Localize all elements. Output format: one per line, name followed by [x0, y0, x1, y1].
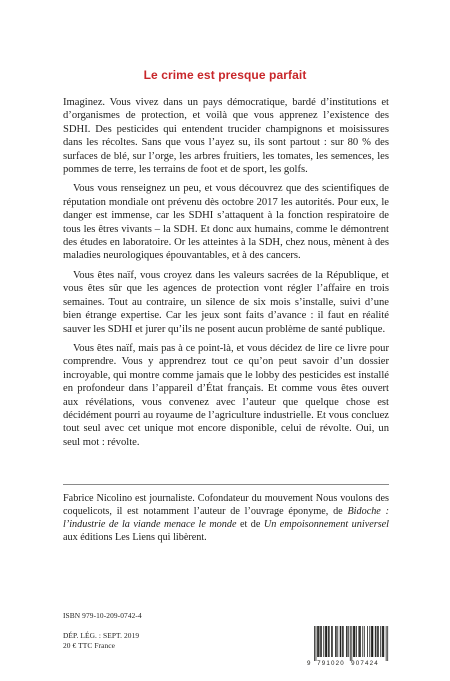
- publication-info: [63, 611, 233, 651]
- author-bio: [63, 492, 389, 544]
- barcode-bar: [335, 626, 336, 657]
- barcode: [306, 626, 390, 666]
- barcode-bar: [372, 626, 373, 657]
- barcode-bar: [340, 626, 341, 657]
- barcode-bar: [354, 626, 355, 657]
- barcode-bar: [318, 626, 319, 657]
- barcode-bar: [342, 626, 343, 657]
- barcode-bar: [382, 626, 383, 657]
- legal-deposit-text: DÉP. LÉG. : SEPT. 2019: [63, 631, 140, 640]
- bio-text-2: et de: [236, 519, 264, 530]
- barcode-bar: [364, 626, 365, 657]
- barcode-digit-lead: 9: [307, 660, 311, 666]
- barcode-bar: [343, 626, 344, 657]
- price-text: 20 € TTC France: [63, 641, 116, 650]
- isbn-text: ISBN 979-10-209-0742-4: [63, 611, 142, 620]
- barcode-bar: [359, 626, 360, 657]
- barcode-bar: [383, 626, 384, 657]
- barcode-bar: [317, 626, 318, 657]
- blurb-paragraph-1: Imaginez. Vous vivez dans un pays démocratique, bardé d’institutions et d’organismes de protection, et voilà que vous apprenez l’existence des SDHI. Des pesticides qui entendent trucider champignons et moisissures dans les récoltes. Sans que vous l’ayez su, ils sont partout : sur 80 % des surfaces de blé, sur l’orge, les arbres fruitiers, les tomates, les semences, les pommes de terre, les terrains de foot et de sport, les golfs.: [63, 97, 389, 176]
- separator-rule: [63, 484, 389, 485]
- barcode-bar: [367, 626, 368, 657]
- barcode-bar: [369, 626, 370, 657]
- barcode-bar: [377, 626, 378, 657]
- barcode-bar: [375, 626, 376, 657]
- bio-text-1: Fabrice Nicolino est journaliste. Cofondateur du mouvement Nous voulons des coquelicots, il est notamment l’auteur de l’ouvrage éponyme, de: [63, 493, 389, 517]
- barcode-bar: [380, 626, 381, 657]
- barcode-digits-left: 791020: [317, 660, 345, 666]
- barcode-bar: [362, 626, 363, 657]
- barcode-bar: [358, 626, 359, 657]
- barcode-bar: [351, 626, 352, 661]
- blurb-paragraph-4: Vous êtes naïf, mais pas à ce point-là, et vous décidez de lire ce livre pour comprendre. Vous y apprendrez tout ce qu’on peut savoir d’un dossier incroyable, qui montre comme jamais que le lobby des pesticides est installé en profondeur dans l’appareil d’État français. Et comme vous êtes ouvert aux révélations, vous convenez avec l’auteur que quelque chose est décidément pourri au royaume de l’agriculture industrielle. Et vous concluez tout seul avec cet unique mot encore disponible, celui de révolte. Oui, un seul mot : révolte.: [63, 342, 389, 448]
- blurb-text: [63, 96, 389, 455]
- back-cover-title: Le crime est presque parfait: [143, 68, 307, 82]
- barcode-bar: [360, 626, 361, 657]
- blurb-paragraph-3: Vous êtes naïf, vous croyez dans les valeurs sacrées de la République, et vous êtes sûr que les agences de protection vont régler l’affaire en trois semaines. Tout au contraire, un silence de six mois s’installe, suivi d’une bien étrange expertise. Car les jeux sont faits d’avance : il faut en réalité sauver les SDHI et jurer qu’ils ne posent aucun problème de santé publique.: [63, 269, 389, 335]
- barcode-bar: [347, 626, 348, 657]
- barcode-bar: [371, 626, 372, 657]
- barcode-bar: [319, 626, 320, 657]
- barcode-bar: [383, 626, 384, 657]
- barcode-bar: [356, 626, 357, 657]
- barcode-digits-right: 907424: [351, 660, 379, 666]
- barcode-bar: [348, 626, 349, 657]
- barcode-bar: [373, 626, 374, 657]
- barcode-bar: [378, 626, 379, 657]
- barcode-bar: [323, 626, 324, 657]
- barcode-bars: [314, 626, 388, 661]
- bio-text-3: aux éditions Les Liens qui libèrent.: [63, 532, 207, 543]
- barcode-bar: [336, 626, 337, 657]
- barcode-bar: [326, 626, 327, 657]
- barcode-bar: [325, 626, 326, 657]
- barcode-bar: [341, 626, 342, 657]
- blurb-paragraph-2: Vous vous renseignez un peu, et vous découvrez que des scientifiques de réputation mondiale ont prévenu dès octobre 2017 les autorités. Pour eux, le danger est immense, car les SDHI s’attaquent à la fonction respiratoire de tous les êtres vivants – la SDH. Et donc aux humains, comme le démontrent des études en laboratoire. Or les atteintes à la SDH, chez nous, mènent à des maladies neurologiques épouvantables, et à des cancers.: [63, 183, 389, 262]
- bio-book-title-2: Un empoisonnement universel: [263, 519, 390, 530]
- barcode-bar: [376, 626, 377, 657]
- barcode-bar: [326, 626, 327, 657]
- barcode-bar: [316, 626, 317, 661]
- barcode-bar: [337, 626, 338, 657]
- barcode-bar: [329, 626, 330, 657]
- barcode-bar: [321, 626, 322, 657]
- bio-book-title-1: Bidoche : l’industrie de la viande menace le monde: [63, 506, 389, 530]
- barcode-bar: [346, 626, 347, 657]
- barcode-bar: [320, 626, 321, 657]
- barcode-bar: [353, 626, 354, 657]
- barcode-bar: [314, 626, 315, 661]
- barcode-bar: [331, 626, 332, 657]
- barcode-bar: [355, 626, 356, 657]
- barcode-bar: [328, 626, 329, 657]
- barcode-bar: [332, 626, 333, 657]
- barcode-bar: [350, 626, 351, 661]
- barcode-bar: [386, 626, 387, 661]
- barcode-graphic: [306, 626, 390, 666]
- barcode-bar: [387, 626, 388, 661]
